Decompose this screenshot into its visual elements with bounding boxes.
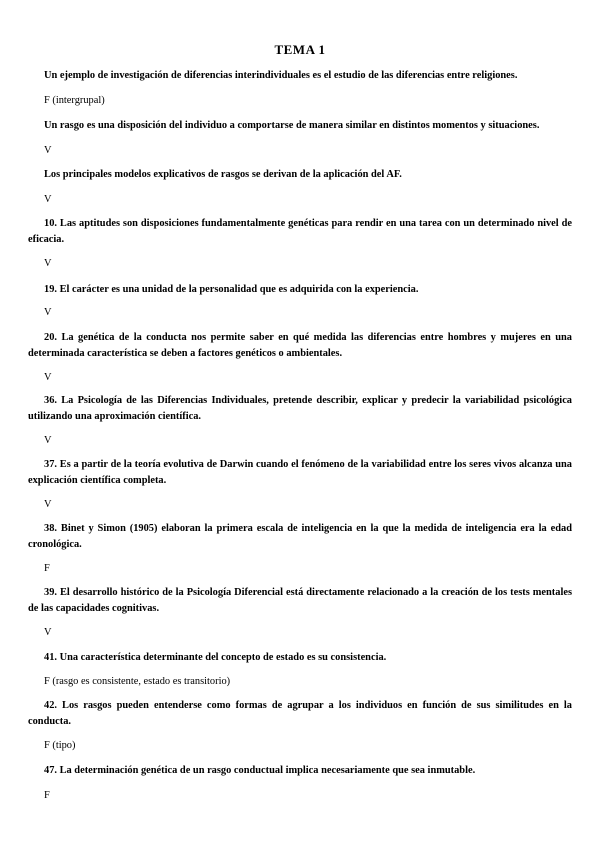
answer-41: F (rasgo es consistente, estado es transitorio) bbox=[44, 676, 231, 687]
answer-36: V bbox=[44, 435, 52, 446]
question-2: Un rasgo es una disposición del individuo a comportarse de manera similar en distintos momentos y situaciones. bbox=[44, 120, 540, 131]
answer-20: V bbox=[44, 372, 52, 383]
answer-10: V bbox=[44, 258, 52, 269]
answer-3: V bbox=[44, 194, 52, 205]
answer-39: V bbox=[44, 627, 52, 638]
answer-38: F bbox=[44, 563, 50, 574]
question-38: 38. Binet y Simon (1905) elaboran la primera escala de inteligencia en la que la medida de inteligencia era la edad cronológica. bbox=[28, 523, 572, 550]
answer-2: V bbox=[44, 145, 52, 156]
question-41: 41. Una característica determinante del concepto de estado es su consistencia. bbox=[44, 652, 387, 663]
question-10: 10. Las aptitudes son disposiciones fundamentalmente genéticas para rendir en una tarea con un determinado nivel de eficacia. bbox=[28, 218, 572, 245]
question-1: Un ejemplo de investigación de diferencias interindividuales es el estudio de las diferencias entre religiones. bbox=[44, 70, 518, 81]
question-3: Los principales modelos explicativos de rasgos se derivan de la aplicación del AF. bbox=[44, 169, 402, 180]
question-36: 36. La Psicología de las Diferencias Individuales, pretende describir, explicar y predecir la variabilidad psicológica utilizando una aproximación científica. bbox=[28, 395, 572, 422]
question-37: 37. Es a partir de la teoría evolutiva de Darwin cuando el fenómeno de la variabilidad entre los seres vivos alcanza una explicación científica completa. bbox=[28, 459, 572, 486]
answer-19: V bbox=[44, 307, 52, 318]
question-20: 20. La genética de la conducta nos permite saber en qué medida las diferencias entre hombres y mujeres en una determinada característica se deben a factores genéticos o ambientales. bbox=[28, 332, 572, 359]
answer-1: F (intergrupal) bbox=[44, 95, 105, 106]
question-39: 39. El desarrollo histórico de la Psicología Diferencial está directamente relacionado a la creación de los tests mentales de las capacidades cognitivas. bbox=[28, 587, 572, 614]
answer-47: F bbox=[44, 790, 50, 801]
page-title: TEMA 1 bbox=[274, 42, 326, 57]
question-42: 42. Los rasgos pueden entenderse como formas de agrupar a los individuos en función de sus similitudes en la conducta. bbox=[28, 700, 572, 727]
answer-37: V bbox=[44, 499, 52, 510]
answer-42: F (tipo) bbox=[44, 740, 76, 751]
question-47: 47. La determinación genética de un rasgo conductual implica necesariamente que sea inmutable. bbox=[44, 765, 476, 776]
question-19: 19. El carácter es una unidad de la personalidad que es adquirida con la experiencia. bbox=[44, 284, 419, 295]
